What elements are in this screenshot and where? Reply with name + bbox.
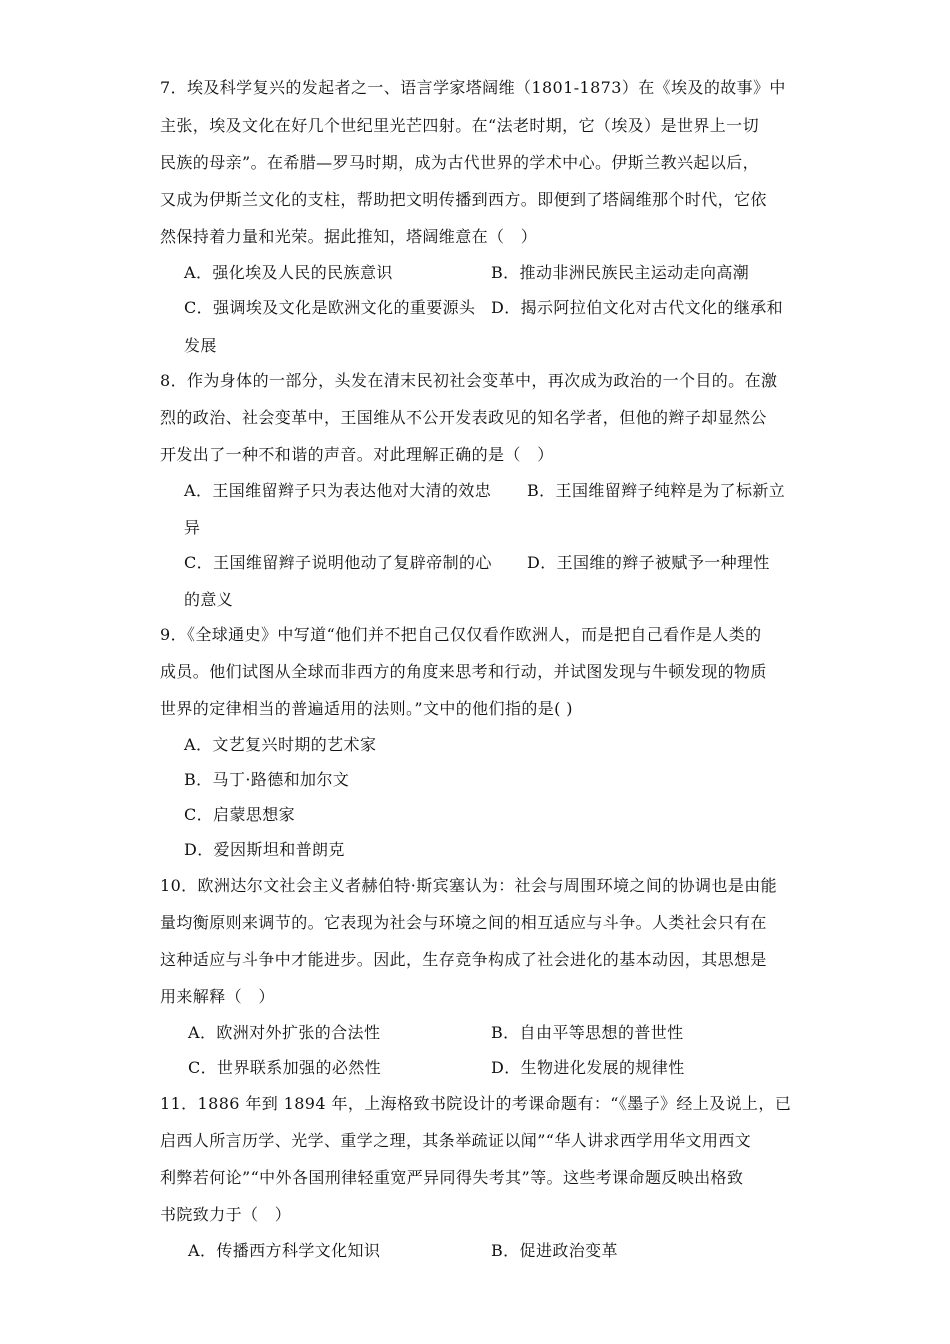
question-7-line-1: 7．埃及科学复兴的发起者之一、语言学家塔阔维（1801-1873）在《埃及的故事》中: [160, 78, 786, 97]
question-10-line-1: 10．欧洲达尔文社会主义者赫伯特·斯宾塞认为：社会与周围环境之间的协调也是由能: [160, 876, 778, 895]
question-10-line-4: 用来解释（ ）: [160, 987, 275, 1006]
question-11-line-4: 书院致力于（ ）: [160, 1205, 292, 1224]
question-8-option-b-continued: 异: [184, 518, 201, 537]
question-8-option-a: A．王国维留辫子只为表达他对大清的效忠: [184, 481, 492, 500]
question-10-line-2: 量均衡原则来调节的。它表现为社会与环境之间的相互适应与斗争。人类社会只有在: [160, 913, 767, 932]
question-9-option-b: B．马丁·路德和加尔文: [184, 770, 350, 789]
question-8-option-c: C．王国维留辫子说明他动了复辟帝制的心: [184, 553, 492, 572]
question-7-option-d: D．揭示阿拉伯文化对古代文化的继承和: [491, 298, 784, 317]
question-11-option-a: A．传播西方科学文化知识: [188, 1241, 381, 1260]
question-9-line-2: 成员。他们试图从全球而非西方的角度来思考和行动，并试图发现与牛顿发现的物质: [160, 662, 767, 681]
question-7-line-2: 主张，埃及文化在好几个世纪里光芒四射。在“法老时期，它（埃及）是世界上一切: [160, 116, 759, 135]
question-9-line-1: 9．《全球通史》中写道“他们并不把自己仅仅看作欧洲人，而是把自己看作是人类的: [160, 625, 762, 644]
question-9-line-3: 世界的定律相当的普遍适用的法则。”文中的他们指的是( ): [160, 699, 573, 718]
question-8-line-2: 烈的政治、社会变革中，王国维从不公开发表政见的知名学者，但他的辫子却显然公: [160, 408, 767, 427]
question-8-line-1: 8．作为身体的一部分，头发在清末民初社会变革中，再次成为政治的一个目的。在激: [160, 371, 778, 390]
question-9-option-d: D．爱因斯坦和普朗克: [184, 840, 345, 859]
question-11-option-b: B．促进政治变革: [491, 1241, 618, 1260]
question-8-option-d-continued: 的意义: [184, 590, 234, 609]
question-10-option-d: D．生物进化发展的规律性: [491, 1058, 685, 1077]
question-9-option-c: C．启蒙思想家: [184, 805, 296, 824]
question-7-option-d-continued: 发展: [184, 336, 217, 355]
question-11-line-1: 11．1886 年到 1894 年，上海格致书院设计的考课命题有：“《墨子》经上及说上，已: [160, 1094, 792, 1113]
question-9-option-a: A．文艺复兴时期的艺术家: [184, 735, 377, 754]
question-7-option-b: B．推动非洲民族民主运动走向高潮: [491, 263, 750, 282]
question-8-option-b: B．王国维留辫子纯粹是为了标新立: [527, 481, 786, 500]
question-7-line-3: 民族的母亲”。在希腊—罗马时期，成为古代世界的学术中心。伊斯兰教兴起以后，: [160, 153, 759, 172]
question-7-line-4: 又成为伊斯兰文化的支柱，帮助把文明传播到西方。即便到了塔阔维那个时代，它依: [160, 190, 767, 209]
question-7-option-c: C．强调埃及文化是欧洲文化的重要源头: [184, 298, 476, 317]
question-7-line-5: 然保持着力量和光荣。据此推知，塔阔维意在（ ）: [160, 227, 538, 246]
question-10-option-c: C．世界联系加强的必然性: [188, 1058, 382, 1077]
question-8-option-d: D．王国维的辫子被赋予一种理性: [527, 553, 770, 572]
question-10-line-3: 这种适应与斗争中才能进步。因此，生存竞争构成了社会进化的基本动因，其思想是: [160, 950, 767, 969]
question-8-line-3: 开发出了一种不和谐的声音。对此理解正确的是（ ）: [160, 445, 554, 464]
question-10-option-a: A．欧洲对外扩张的合法性: [188, 1023, 381, 1042]
question-11-line-3: 利弊若何论”“中外各国刑律轻重宽严异同得失考其”等。这些考课命题反映出格致: [160, 1168, 744, 1187]
question-11-line-2: 启西人所言历学、光学、重学之理，其条举疏证以闻”“华人讲求西学用华文用西文: [160, 1131, 752, 1150]
question-10-option-b: B．自由平等思想的普世性: [491, 1023, 684, 1042]
question-7-option-a: A．强化埃及人民的民族意识: [184, 263, 393, 282]
